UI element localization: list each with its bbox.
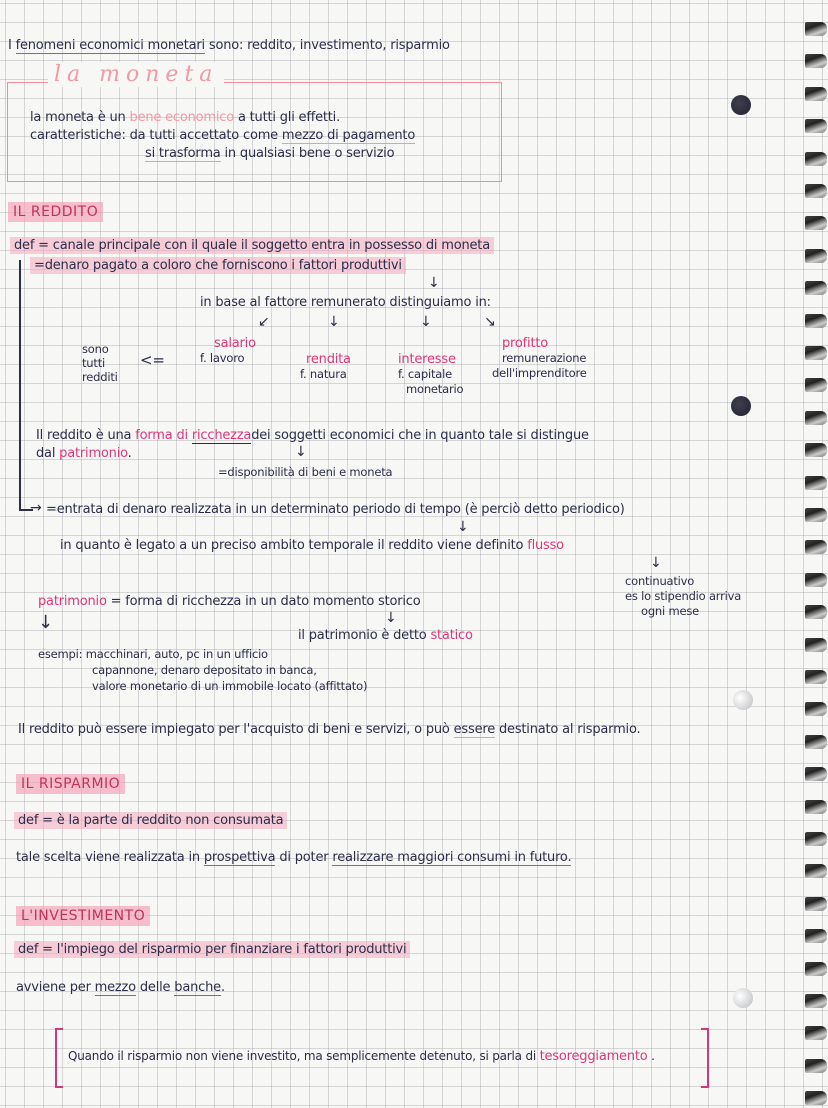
text: dal: [36, 446, 56, 461]
arrow-down-icon: ↓: [420, 314, 432, 330]
spiral-ring: [805, 670, 827, 684]
ricchezza: ricchezza: [191, 428, 252, 443]
arrow-down-icon: ↓: [328, 314, 340, 330]
text: .: [651, 1049, 655, 1063]
arrow-down-icon: ↓: [457, 519, 469, 535]
risparmio-def-text: def = è la parte di reddito non consumata: [14, 812, 287, 829]
esempi-line: valore monetario di un immobile locato (affittato): [92, 679, 368, 693]
arrow-down-icon: ↓: [428, 275, 440, 291]
spiral-ring: [805, 702, 827, 716]
text: in quanto è legato a un preciso ambito temporale il reddito viene definito: [60, 538, 524, 553]
arrow-down-icon: ↓: [650, 555, 662, 571]
spiral-ring: [805, 87, 827, 101]
spiral-ring: [805, 184, 827, 198]
moneta-title: la moneta: [48, 62, 224, 87]
text: essere: [453, 722, 496, 737]
arrow-right-icon: →: [30, 500, 42, 516]
text: di poter: [279, 850, 329, 865]
flusso-example: [625, 574, 741, 619]
text: avviene per: [16, 980, 91, 995]
moneta-bene-economico: bene economico: [129, 110, 235, 125]
esempi: [38, 646, 367, 694]
investimento-def-text: def = l'impiego del risparmio per finanziare i fattori produttivi: [14, 941, 410, 958]
punch-hole: [731, 95, 751, 115]
investimento-line: [16, 980, 225, 996]
spiral-ring: [805, 540, 827, 554]
spiral-ring: [805, 216, 827, 230]
moneta-text: a tutti gli effetti.: [237, 110, 341, 125]
investimento-def: [14, 942, 410, 958]
text: tale scelta viene realizzata in: [16, 850, 200, 865]
reddito-def1-text: def = canale principale con il quale il soggetto entra in possesso di moneta: [10, 237, 494, 254]
reddito-def2: [30, 258, 406, 274]
spiral-ring: [805, 832, 827, 846]
tesoreggiamento-note: [68, 1048, 655, 1065]
wealth-line2: [36, 446, 132, 462]
flow-line: [19, 260, 21, 510]
spiral-ring: [805, 735, 827, 749]
wealth-line: [36, 428, 589, 444]
type-desc: monetario: [406, 382, 464, 396]
caratteristiche-label: caratteristiche:: [30, 128, 126, 143]
spiral-ring: [805, 864, 827, 878]
intro-underlined: fenomeni economici monetari: [15, 38, 205, 53]
punch-hole: [733, 988, 753, 1008]
word: redditi: [82, 370, 118, 384]
word: tutti: [82, 356, 106, 370]
spiral-ring: [805, 411, 827, 425]
text: delle: [139, 980, 171, 995]
spiral-ring: [805, 929, 827, 943]
bracket-right: [701, 1028, 709, 1088]
impiego-line: [18, 722, 640, 738]
type-interesse: [398, 352, 463, 397]
type-desc: dell'imprenditore: [492, 366, 587, 380]
intro-line: [8, 38, 450, 54]
spiral-ring: [805, 638, 827, 652]
forma-di: forma di: [135, 428, 188, 443]
text: Il reddito è una: [36, 428, 132, 443]
spiral-ring: [805, 897, 827, 911]
arrow-down-icon: ↓: [385, 610, 397, 626]
heading-reddito: IL REDDITO: [8, 202, 103, 222]
spiral-ring: [805, 962, 827, 976]
implies-arrow-icon: <=: [140, 351, 165, 369]
heading-risparmio: IL RISPARMIO: [16, 774, 125, 794]
patrimonio-word: patrimonio: [38, 594, 107, 609]
text: il patrimonio è detto: [298, 628, 427, 643]
intro-prefix: I: [8, 38, 12, 53]
spiral-ring: [805, 573, 827, 587]
mezzo: mezzo: [94, 980, 136, 995]
text: Il reddito può essere impiegato per l'acquisto di beni e servizi, o può: [18, 722, 450, 737]
text: destinato al risparmio.: [498, 722, 641, 737]
moneta-text: la moneta è un: [30, 110, 126, 125]
punch-hole: [733, 690, 753, 710]
type-desc: remunerazione: [502, 351, 587, 365]
text: .: [127, 446, 132, 461]
spiral-ring: [805, 1026, 827, 1040]
type-desc: f. lavoro: [200, 351, 245, 365]
patrimonio-line: [38, 594, 420, 610]
spiral-ring: [805, 994, 827, 1008]
type-name: profitto: [502, 336, 549, 351]
spiral-ring: [805, 22, 827, 36]
mezzo-di-pagamento: mezzo di pagamento: [281, 128, 416, 143]
example: ogni mese: [641, 604, 700, 618]
moneta-line2: [30, 128, 415, 144]
spiral-ring: [805, 443, 827, 457]
type-name: rendita: [306, 352, 351, 367]
si-trasforma: si trasforma: [145, 146, 221, 161]
example: es lo stipendio arriva: [625, 589, 742, 603]
spiral-ring: [805, 1091, 827, 1105]
banche: banche: [174, 980, 221, 995]
esempi-line: esempi: macchinari, auto, pc in un ufficio: [38, 647, 268, 661]
statico-word: statico: [430, 628, 473, 643]
word: sono: [82, 342, 109, 356]
reddito-def2-text: =denaro pagato a coloro che forniscono i fattori produttivi: [30, 257, 406, 274]
spiral-ring: [805, 281, 827, 295]
text: .: [220, 980, 225, 995]
spiral-ring: [805, 605, 827, 619]
arrow-down-right-icon: ↘: [484, 314, 496, 330]
text: Quando il risparmio non viene investito, ma semplicemente detenuto, si parla di: [68, 1049, 536, 1063]
prospettiva: prospettiva: [203, 850, 276, 865]
risparmio-def: [14, 813, 287, 829]
realizzare-consumi: realizzare maggiori consumi in futuro.: [332, 850, 572, 865]
disponibilita: =disponibilità di beni e moneta: [218, 465, 393, 479]
spiral-ring: [805, 508, 827, 522]
sono-tutti-redditi: [82, 342, 118, 384]
flusso-word: flusso: [527, 538, 564, 553]
type-name: salario: [214, 336, 256, 351]
risparmio-line: [16, 850, 571, 866]
tesoreggiamento-word: tesoreggiamento: [539, 1049, 648, 1064]
moneta-text: in qualsiasi bene o servizio: [224, 146, 395, 161]
punch-hole: [731, 396, 751, 416]
spiral-ring: [805, 378, 827, 392]
type-rendita: [300, 352, 351, 382]
spiral-ring: [805, 119, 827, 133]
type-name: interesse: [398, 352, 456, 367]
spiral-ring: [805, 800, 827, 814]
statico-line: [298, 628, 473, 644]
moneta-text: da tutti accettato come: [129, 128, 278, 143]
continuativo: continuativo: [625, 574, 695, 588]
arrow-down-icon: ↓: [38, 612, 54, 633]
arrow-down-icon: ↓: [295, 444, 307, 460]
type-desc: f. natura: [300, 367, 347, 381]
spiral-ring: [805, 314, 827, 328]
bracket-left: [55, 1028, 63, 1088]
entrata-line: =entrata di denaro realizzata in un determinato periodo di tempo (è perciò detto periodico): [46, 502, 625, 517]
spiral-ring: [805, 476, 827, 490]
spiral-ring: [805, 1059, 827, 1073]
reddito-def1: [10, 238, 494, 254]
text: dei soggetti economici che in quanto tale si distingue: [251, 428, 589, 443]
spiral-ring: [805, 152, 827, 166]
arrow-down-left-icon: ↙: [258, 314, 270, 330]
type-salario: [200, 336, 256, 366]
esempi-line: capannone, denaro depositato in banca,: [92, 663, 317, 677]
spiral-ring: [805, 249, 827, 263]
heading-investimento: L'INVESTIMENTO: [16, 906, 150, 926]
intro-rest: sono: reddito, investimento, risparmio: [208, 38, 450, 53]
distinguish-line: in base al fattore remunerato distinguiamo in:: [200, 295, 491, 310]
spiral-ring: [805, 767, 827, 781]
spiral-ring: [805, 346, 827, 360]
text: = forma di ricchezza in un dato momento storico: [110, 594, 421, 609]
flusso-line: [60, 538, 564, 554]
spiral-ring: [805, 54, 827, 68]
type-profitto: [492, 336, 587, 381]
moneta-line3: [145, 146, 394, 162]
moneta-line1: [30, 110, 340, 126]
patrimonio-word: patrimonio: [59, 446, 128, 461]
type-desc: f. capitale: [398, 367, 453, 381]
